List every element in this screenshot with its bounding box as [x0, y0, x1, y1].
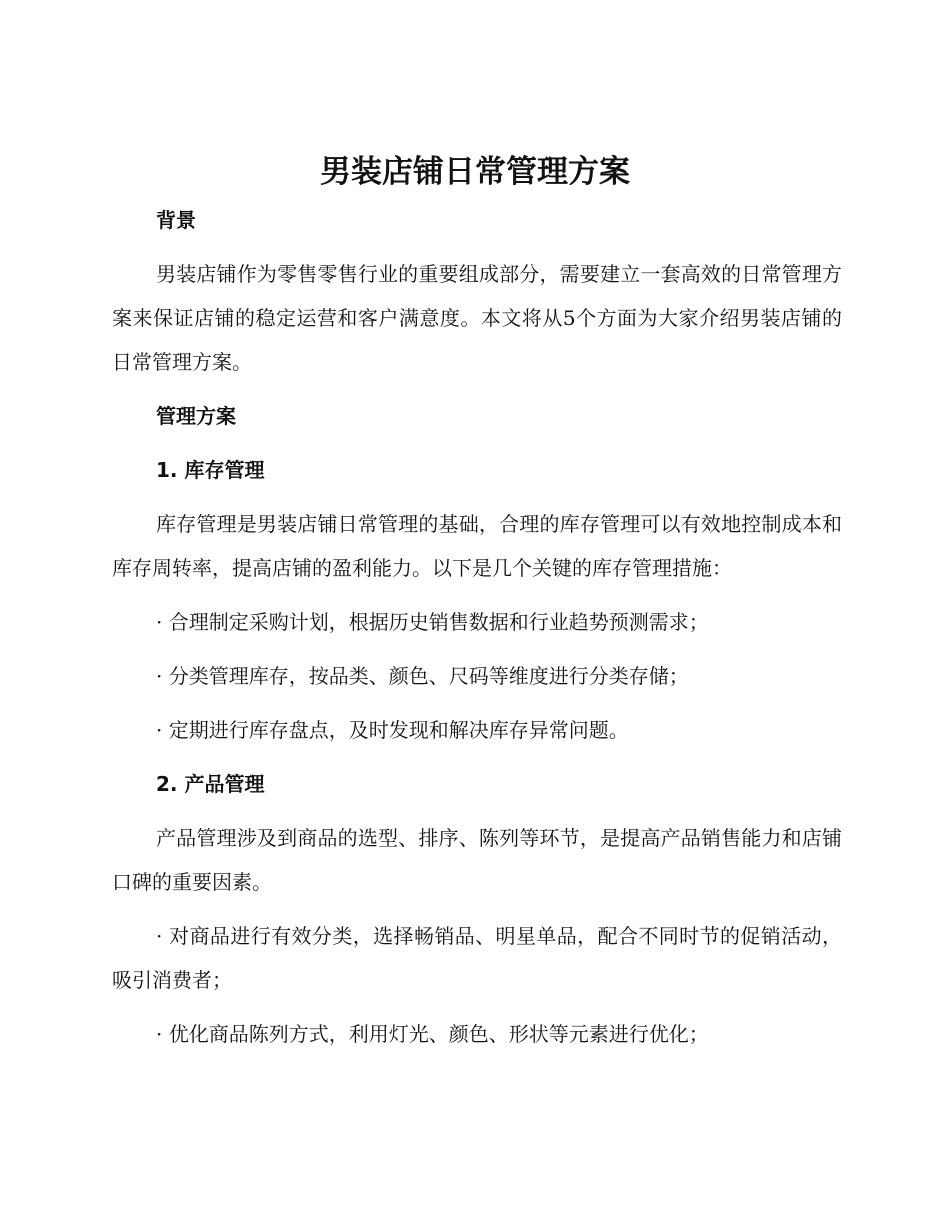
background-paragraph: 男装店铺作为零售零售行业的重要组成部分，需要建立一套高效的日常管理方案来保证店铺的稳定运营和客户满意度。本文将从5个方面为大家介绍男装店铺的日常管理方案。	[112, 262, 842, 374]
document-body	[112, 198, 842, 1056]
list-item: · 定期进行库存盘点，及时发现和解决库存异常问题。	[156, 718, 629, 742]
list-item: · 合理制定采购计划，根据历史销售数据和行业趋势预测需求；	[156, 610, 709, 634]
document-title: 男装店铺日常管理方案	[320, 154, 630, 190]
section-heading-product: 2. 产品管理	[156, 772, 265, 796]
inventory-paragraph: 库存管理是男装店铺日常管理的基础，合理的库存管理可以有效地控制成本和库存周转率，提高店铺的盈利能力。以下是几个关键的库存管理措施：	[112, 512, 842, 580]
section-heading-plan: 管理方案	[156, 404, 236, 428]
section-heading-background: 背景	[156, 208, 196, 232]
section-heading-inventory: 1. 库存管理	[156, 458, 265, 482]
list-item: · 分类管理库存，按品类、颜色、尺码等维度进行分类存储；	[156, 664, 689, 688]
list-item: · 优化商品陈列方式，利用灯光、颜色、形状等元素进行优化；	[156, 1022, 709, 1046]
product-paragraph: 产品管理涉及到商品的选型、排序、陈列等环节，是提高产品销售能力和店铺口碑的重要因素。	[112, 826, 842, 894]
list-item: · 对商品进行有效分类，选择畅销品、明星单品，配合不同时节的促销活动，吸引消费者；	[112, 924, 842, 992]
